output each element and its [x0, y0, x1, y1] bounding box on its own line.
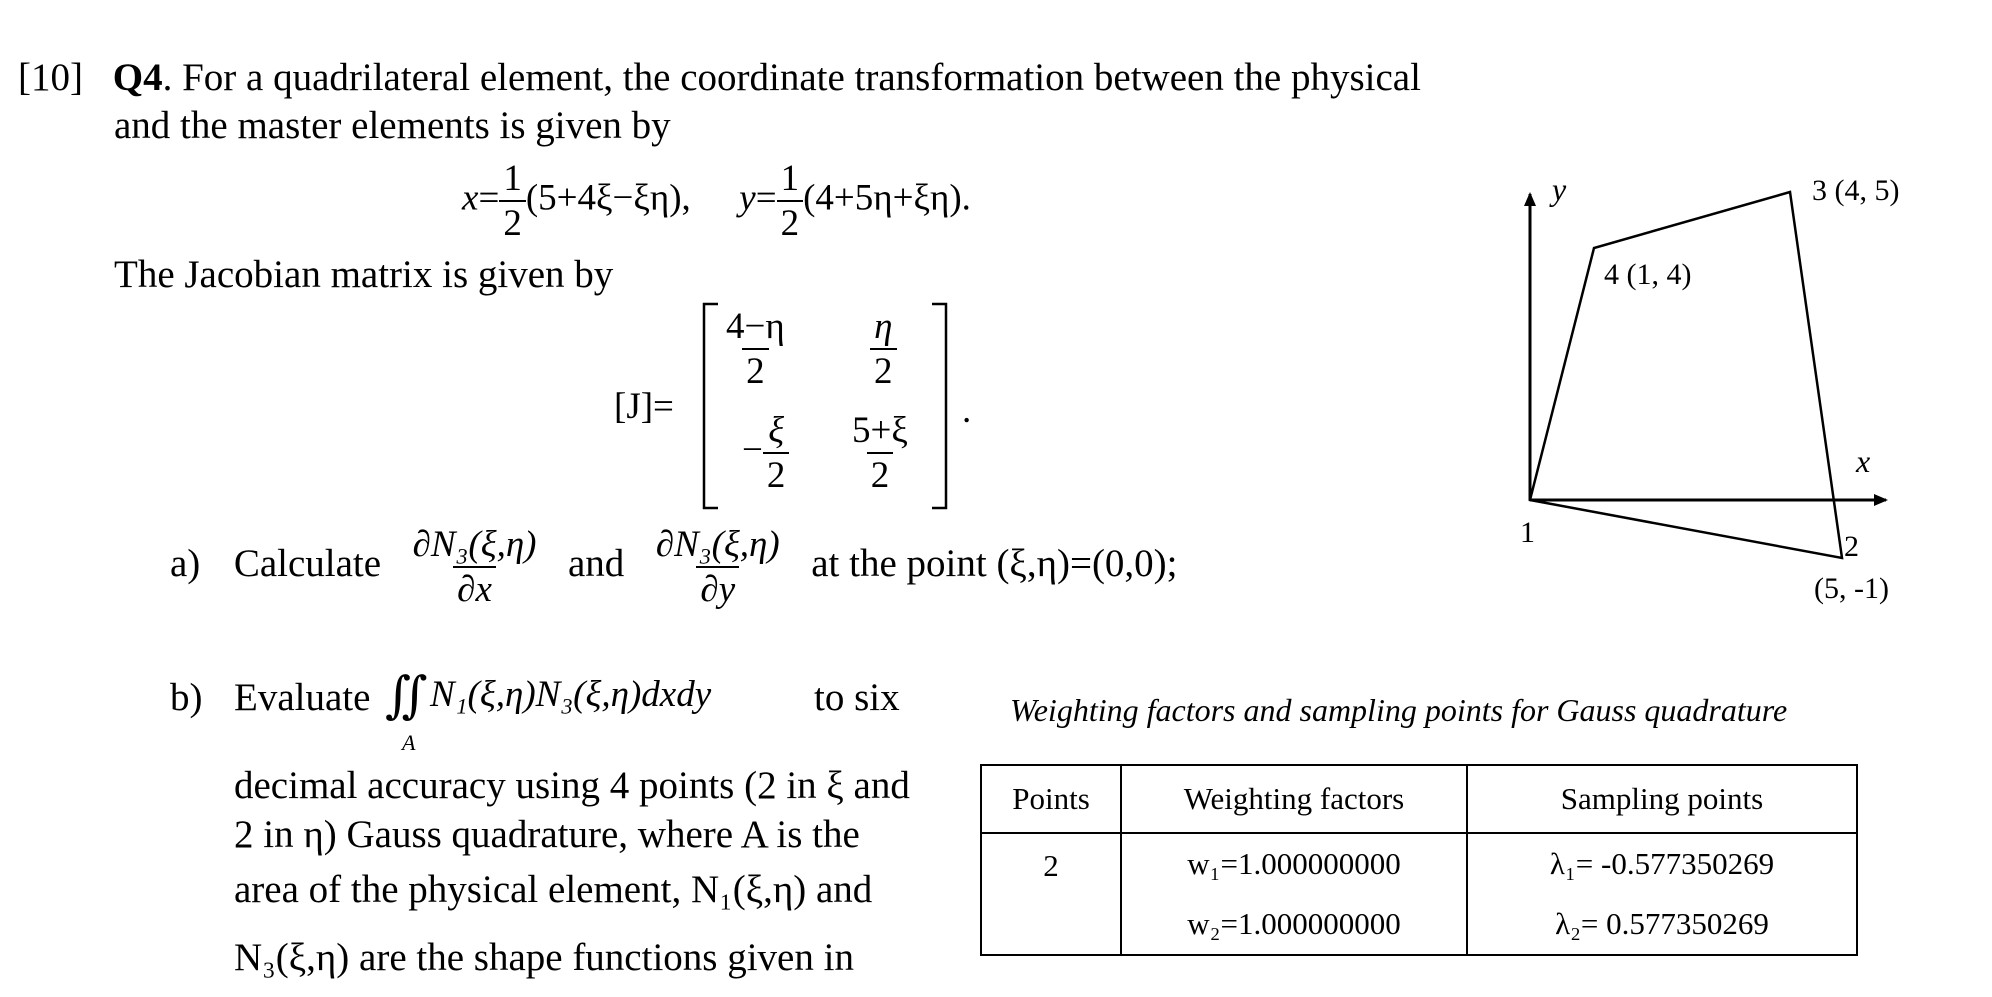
x-axis-label: x	[1856, 443, 1871, 479]
sampling-point-1: λ₁= -0.577350269	[1467, 833, 1857, 894]
quadrilateral-element	[1530, 192, 1842, 558]
gauss-table-caption: Weighting factors and sampling points for Gauss quadrature	[1010, 692, 1788, 728]
matrix-period: .	[962, 390, 972, 431]
table-header-row	[981, 765, 1857, 833]
header-points: Points	[981, 765, 1121, 833]
node-3-label: 3 (4, 5)	[1812, 174, 1900, 207]
matrix-entry-22: $\frac{5+\xi}{2}$	[852, 410, 908, 496]
half-fraction: $\frac{1}{2}$	[499, 160, 526, 242]
node-2-label: 2	[1844, 530, 1859, 563]
equals-sign: =	[755, 177, 777, 219]
header-weighting-factors: Weighting factors	[1121, 765, 1467, 833]
evaluation-point: at the point (ξ,η)=(0,0);	[811, 541, 1178, 585]
matrix-entry-21: − $\frac{\xi}{2}$	[742, 412, 789, 494]
header-sampling-points: Sampling points	[1467, 765, 1857, 833]
derivative-dx: $\frac{\text{∂N₃(ξ,η)}}{\partial x}$	[412, 524, 537, 610]
node-4-label: 4 (1, 4)	[1604, 258, 1692, 291]
jacobian-intro: The Jacobian matrix is given by	[114, 253, 614, 296]
transformation-equation	[462, 160, 971, 242]
x-expression: (5+4ξ−ξη),	[525, 177, 691, 219]
half-fraction: $\frac{1}{2}$	[777, 160, 804, 242]
part-b-line-4: area of the physical element, N₁(ξ,η) and	[234, 868, 873, 911]
marks: [10]	[18, 56, 83, 99]
node-1-label: 1	[1520, 516, 1535, 549]
and-word: and	[568, 541, 625, 585]
part-a-label: a)	[170, 541, 201, 585]
points-value: 2	[981, 833, 1121, 955]
table-row	[981, 833, 1857, 894]
integrand: N₁(ξ,η)N₃(ξ,η)dxdy	[430, 674, 712, 715]
part-b-line-2: decimal accuracy using 4 points (2 in ξ and	[234, 764, 910, 807]
matrix-entry-11: $\frac{4-\eta}{2}$	[726, 306, 785, 392]
part-b-label: b)	[170, 676, 203, 719]
sampling-point-2: λ₂= 0.577350269	[1467, 894, 1857, 955]
equals-sign: =	[478, 177, 500, 219]
y-variable: y	[739, 177, 756, 219]
element-figure	[1500, 170, 1940, 630]
part-b-verb: Evaluate	[234, 676, 371, 719]
jacobian-lhs: [J]=	[614, 386, 674, 427]
y-axis-label: y	[1552, 171, 1567, 207]
integral-domain: A	[402, 730, 416, 755]
intro-line-2: and the master elements is given by	[114, 104, 671, 147]
y-expression: (4+5η+ξη).	[803, 177, 971, 219]
question-header	[18, 58, 1421, 97]
part-b-line-3: 2 in η) Gauss quadrature, where A is the	[234, 813, 860, 856]
part-a-verb: Calculate	[233, 541, 382, 585]
matrix-entry-12: $\frac{\eta}{2}$	[870, 308, 897, 390]
node-2-coord: (5, -1)	[1814, 572, 1889, 605]
derivative-dy: $\frac{\text{∂N₃(ξ,η)}}{\partial y}$	[655, 524, 780, 610]
double-integral: ∬	[385, 667, 428, 723]
part-b-line-5: N₃(ξ,η) are the shape functions given in	[234, 936, 854, 979]
part-a	[170, 526, 1178, 608]
question-label: Q4	[112, 56, 163, 99]
gauss-table	[980, 764, 1858, 956]
x-variable: x	[462, 177, 479, 219]
weight-2: w₂=1.000000000	[1121, 894, 1467, 955]
weight-1: w₁=1.000000000	[1121, 833, 1467, 894]
intro-line-1: . For a quadrilateral element, the coordinate transformation between the physical	[162, 56, 1421, 99]
to-six: to six	[814, 676, 900, 719]
